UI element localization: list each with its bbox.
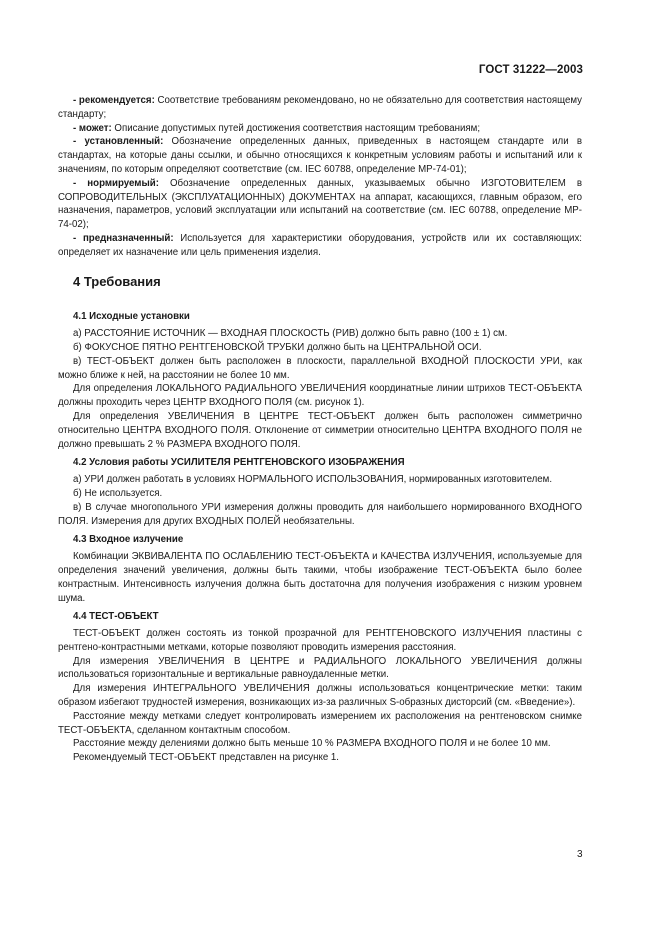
definition-text: Используется для характеристики оборудования, устройств или их составляющих: определяет их назначение или цель применения изделия. — [58, 232, 582, 258]
paragraph: в) ТЕСТ-ОБЪЕКТ должен быть расположен в плоскости, параллельной ВХОДНОЙ ПЛОСКОСТИ УРИ, как можно ближе к ней, на расстоянии не более 10 мм. — [58, 355, 582, 381]
page-content — [58, 94, 582, 765]
paragraph: Рекомендуемый ТЕСТ-ОБЪЕКТ представлен на рисунке 1. — [73, 752, 340, 764]
paragraph: Расстояние между метками следует контролировать измерением их расположения на рентгеновском снимке ТЕСТ-ОБЪЕКТА, сделанном контактным способом. — [58, 710, 582, 736]
definition-term: - установленный: — [73, 136, 164, 148]
paragraph: Комбинации ЭКВИВАЛЕНТА ПО ОСЛАБЛЕНИЮ ТЕСТ-ОБЪЕКТА и КАЧЕСТВА ИЗЛУЧЕНИЯ, используемые для определения значений увеличения, должны быть такими, чтобы изображение ТЕСТ-ОБЪЕКТА было более контрастным. Интенсивность излучения должна быть достаточна для получения изображения с низким уровнем шума. — [58, 551, 582, 604]
paragraph: ТЕСТ-ОБЪЕКТ должен состоять из тонкой прозрачной для РЕНТГЕНОВСКОГО ИЗЛУЧЕНИЯ пластины с рентгено-контрастными метками, которые позволяют проводить измерения расстояния. — [58, 628, 582, 653]
definition-term: - рекомендуется: — [73, 95, 155, 106]
definition-list — [58, 94, 582, 260]
paragraph: в) В случае многопольного УРИ измерения должны проводить для наибольшего нормированного ВХОДНОГО ПОЛЯ. Измерения для других ВХОДНЫХ ПОЛЕЙ необязательны. — [58, 501, 582, 527]
definition-text: Обозначение определенных данных, приведенных в настоящем стандарте или в стандартах, на которые даны ссылки, и обычно относящихся к конкретным условиям работы и испытаний или к значениям, по которым определяют соответствие (см. IEC 60788, определение MP-74-01); — [58, 136, 582, 175]
definition-text: Соответствие требованиям рекомендовано, но не обязательно для соответствия настоящему стандарту; — [58, 95, 582, 120]
subsection-heading: 4.4 ТЕСТ-ОБЪЕКТ — [73, 611, 159, 623]
definition-text: Описание допустимых путей достижения соответствия настоящим требованиям; — [111, 122, 481, 134]
paragraph: б) Не используется. — [73, 487, 163, 499]
document-code: ГОСТ 31222—2003 — [478, 64, 583, 76]
subsection-heading: 4.1 Исходные установки — [73, 311, 190, 323]
definition-item — [58, 177, 582, 232]
definition-term: - может: — [73, 122, 112, 134]
definition-item — [58, 94, 582, 122]
paragraph: Расстояние между делениями должно быть меньше 10 % РАЗМЕРА ВХОДНОГО ПОЛЯ и не более 10 мм. — [73, 738, 551, 750]
paragraph: б) ФОКУСНОЕ ПЯТНО РЕНТГЕНОВСКОЙ ТРУБКИ должно быть на ЦЕНТРАЛЬНОЙ ОСИ. — [73, 341, 482, 353]
page-number: 3 — [577, 849, 583, 860]
definition-item — [58, 122, 582, 136]
paragraph: а) РАССТОЯНИЕ ИСТОЧНИК — ВХОДНАЯ ПЛОСКОСТЬ (РИВ) должно быть равно (100 ± 1) см. — [73, 328, 508, 340]
definition-item — [58, 232, 582, 260]
definition-text: Обозначение определенных данных, указываемых обычно ИЗГОТОВИТЕЛЕМ в СОПРОВОДИТЕЛЬНЫХ (ЭКСПЛУАТАЦИОННЫХ) ДОКУМЕНТАХ на аппарат, касающихся, главным образом, его назначения, параметров, условий эксплуатации или испытаний на соответствие (см. IEC 60788, определение MP-74-02); — [58, 177, 582, 231]
paragraph: Для измерения УВЕЛИЧЕНИЯ В ЦЕНТРЕ и РАДИАЛЬНОГО ЛОКАЛЬНОГО УВЕЛИЧЕНИЯ должны использоваться горизонтальные и вертикальные равноудаленные метки. — [58, 655, 582, 681]
subsection-heading: 4.2 Условия работы УСИЛИТЕЛЯ РЕНТГЕНОВСКОГО ИЗОБРАЖЕНИЯ — [73, 457, 405, 469]
definition-term: - нормируемый: — [73, 177, 159, 189]
definition-item — [58, 135, 582, 176]
paragraph: Для определения ЛОКАЛЬНОГО РАДИАЛЬНОГО УВЕЛИЧЕНИЯ координатные линии штрихов ТЕСТ-ОБЪЕКТА должны проходить через ЦЕНТР ВХОДНОГО ПОЛЯ (см. рисунок 1). — [58, 383, 582, 409]
paragraph: Для измерения ИНТЕГРАЛЬНОГО УВЕЛИЧЕНИЯ должны использоваться концентрические метки: таким образом избегают трудностей измерения, возникающих из-за различных S-образных дисторсий (см. «Введение»). — [58, 683, 582, 709]
subsection-heading: 4.3 Входное излучение — [73, 534, 184, 546]
section-heading: 4 Требования — [73, 273, 161, 289]
paragraph: а) УРИ должен работать в условиях НОРМАЛЬНОГО ИСПОЛЬЗОВАНИЯ, нормированных изготовителем. — [73, 474, 553, 486]
definition-term: - предназначенный: — [73, 232, 174, 244]
paragraph: Для определения УВЕЛИЧЕНИЯ В ЦЕНТРЕ ТЕСТ-ОБЪЕКТ должен быть расположен симметрично относительно ЦЕНТРА ВХОДНОГО ПОЛЯ. Отклонение от симметрии относительно ЦЕНТРА ВХОДНОГО ПОЛЯ не должно превышать 2 % РАЗМЕРА ВХОДНОГО ПОЛЯ. — [58, 410, 582, 450]
